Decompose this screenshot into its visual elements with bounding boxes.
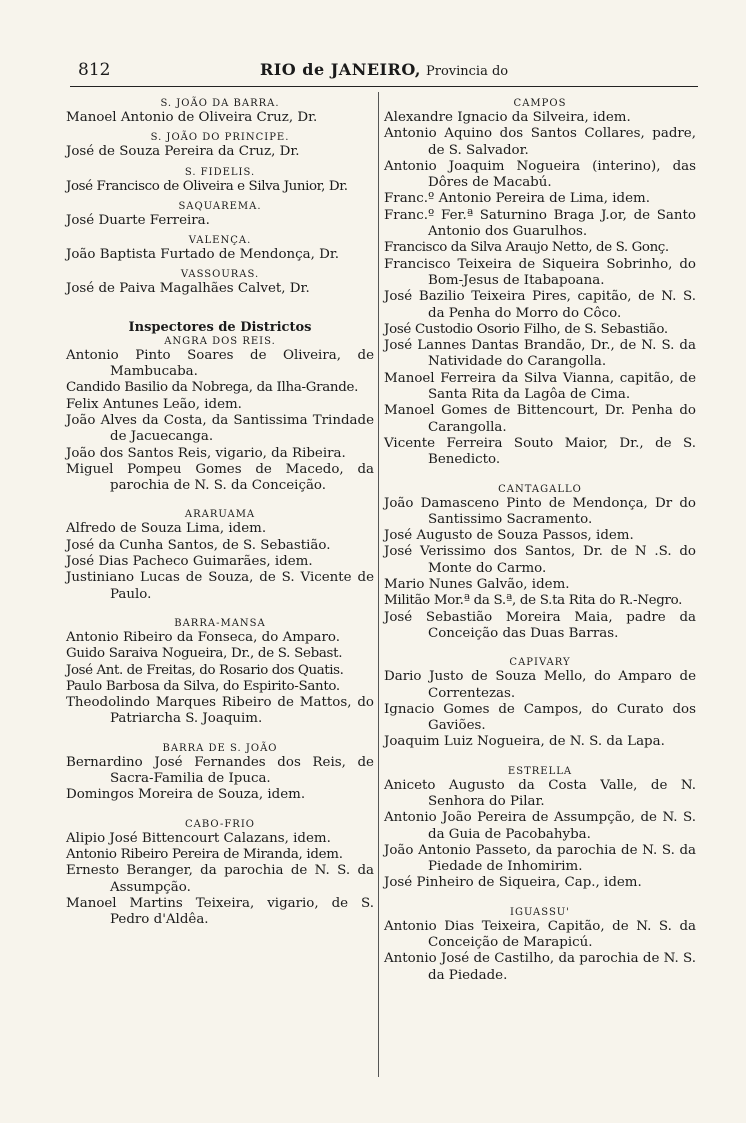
list-item: Felix Antunes Leão, idem. bbox=[66, 396, 242, 412]
list-item: José Sebastião Moreira Maia, padre da Conceição das Duas Barras. bbox=[384, 609, 696, 641]
list-item: Ernesto Beranger, da parochia de N. S. da Assumpção. bbox=[66, 863, 374, 895]
list-item: Candido Basilio da Nobrega, da Ilha-Grande. bbox=[66, 380, 359, 396]
list-item: Manoel Gomes de Bittencourt, Dr. Penha do Carangolla. bbox=[384, 403, 696, 435]
list-item: Antonio Aquino dos Santos Collares, padre, de S. Salvador. bbox=[384, 126, 696, 158]
district-heading: ANGRA DOS REIS. bbox=[164, 335, 276, 347]
list-item: Aniceto Augusto da Costa Valle, de N. Senhora do Pilar. bbox=[384, 777, 696, 809]
list-item: José Bazilio Teixeira Pires, capitão, de N. S. da Penha do Morro do Côco. bbox=[384, 289, 696, 321]
list-item: José de Paiva Magalhães Calvet, Dr. bbox=[66, 281, 310, 297]
list-item: Bernardino José Fernandes dos Reis, de Sacra-Familia de Ipuca. bbox=[66, 754, 374, 787]
list-item: Antonio Pinto Soares de Oliveira, de Mambucaba. bbox=[66, 347, 374, 380]
running-title-main: RIO de JANEIRO, bbox=[260, 60, 421, 79]
list-item: Franc.º Fer.ª Saturnino Braga J.or, de Santo Antonio dos Guarulhos. bbox=[384, 207, 696, 240]
header-rule bbox=[70, 86, 698, 87]
list-item: Antonio João Pereira de Assumpção, de N. S. da Guia de Pacobahyba. bbox=[384, 810, 696, 842]
list-item: Miguel Pompeu Gomes de Macedo, da parochia de N. S. da Conceição. bbox=[66, 461, 374, 494]
section-heading: SAQUAREMA. bbox=[178, 200, 262, 212]
list-item: Manoel Ferreira da Silva Vianna, capitão, de Santa Rita da Lagôa de Cima. bbox=[384, 370, 696, 403]
list-item: Alipio José Bittencourt Calazans, idem. bbox=[66, 830, 331, 846]
list-item: José Duarte Ferreira. bbox=[66, 212, 210, 228]
section-heading: S. FIDELIS. bbox=[184, 166, 256, 178]
district-heading: BARRA-MANSA bbox=[174, 617, 266, 629]
section-heading: S. JOÃO DO PRINCIPE. bbox=[150, 132, 290, 144]
list-item: Antonio Dias Teixeira, Capitão, de N. S. da Conceição de Marapicú. bbox=[384, 918, 696, 951]
list-item: Guido Saraiva Nogueira, Dr., de S. Sebast. bbox=[66, 646, 343, 662]
left-column bbox=[66, 97, 374, 928]
section-heading: VALENÇA. bbox=[188, 235, 252, 247]
running-title-sub: Provincia do bbox=[425, 64, 509, 79]
list-item: Antonio Joaquim Nogueira (interino), das Dôres de Macabú. bbox=[384, 158, 696, 191]
list-item: Manoel Martins Teixeira, vigario, de S. Pedro d'Aldêa. bbox=[66, 895, 374, 928]
section-heading: VASSOURAS. bbox=[180, 269, 260, 281]
district-heading: CAMPOS bbox=[513, 98, 567, 109]
list-item: José Verissimo dos Santos, Dr. de N .S. do Monte do Carmo. bbox=[384, 544, 696, 576]
district-heading: BARRA DE S. JOÃO bbox=[162, 742, 278, 754]
page-number: 812 bbox=[78, 60, 111, 80]
list-item: José Custodio Osorio Filho, de S. Sebastião. bbox=[384, 321, 668, 337]
list-item: José de Souza Pereira da Cruz, Dr. bbox=[66, 144, 300, 160]
list-item: José da Cunha Santos, de S. Sebastião. bbox=[66, 537, 331, 553]
list-item: José Pinheiro de Siqueira, Cap., idem. bbox=[384, 875, 642, 891]
list-item: João Antonio Passeto, da parochia de N. S. da Piedade de Inhomirim. bbox=[384, 842, 696, 875]
district-heading: CANTAGALLO bbox=[498, 483, 582, 495]
list-item: Alexandre Ignacio da Silveira, idem. bbox=[384, 110, 631, 125]
district-heading: ESTRELLA bbox=[507, 765, 573, 777]
list-item: Alfredo de Souza Lima, idem. bbox=[66, 521, 267, 537]
list-item: Francisco Teixeira de Siqueira Sobrinho, do Bom-Jesus de Itabapoana. bbox=[384, 256, 696, 288]
list-item: Antonio Ribeiro Pereira de Miranda, idem. bbox=[66, 846, 343, 862]
list-item: Antonio Ribeiro da Fonseca, do Amparo. bbox=[66, 629, 340, 645]
list-item: Manoel Antonio de Oliveira Cruz, Dr. bbox=[66, 110, 318, 125]
district-heading: IGUASSU' bbox=[510, 906, 570, 918]
list-item: Theodolindo Marques Ribeiro de Mattos, do Patriarcha S. Joaquim. bbox=[66, 695, 374, 727]
list-item: José Lannes Dantas Brandão, Dr., de N. S. da Natividade do Carangolla. bbox=[384, 338, 696, 370]
section-heading: S. JOÃO DA BARRA. bbox=[160, 98, 280, 109]
list-item: José Dias Pacheco Guimarães, idem. bbox=[66, 554, 313, 570]
list-item: João dos Santos Reis, vigario, da Ribeira. bbox=[66, 445, 346, 461]
list-item: José Augusto de Souza Passos, idem. bbox=[384, 528, 634, 544]
list-item: Paulo Barbosa da Silva, do Espirito-Santo. bbox=[66, 678, 340, 694]
list-item: José Francisco de Oliveira e Silva Junior, Dr. bbox=[66, 178, 348, 194]
list-item: João Baptista Furtado de Mendonça, Dr. bbox=[66, 247, 340, 263]
list-item: Militão Mor.ª da S.ª, de S.ta Rita do R.-Negro. bbox=[384, 593, 683, 609]
list-item: Domingos Moreira de Souza, idem. bbox=[66, 787, 306, 803]
list-item: Justiniano Lucas de Souza, de S. Vicente de Paulo. bbox=[66, 570, 374, 602]
list-item: João Damasceno Pinto de Mendonça, Dr do Santissimo Sacramento. bbox=[384, 495, 696, 527]
district-heading: CABO-FRIO bbox=[185, 818, 255, 830]
running-header bbox=[78, 60, 698, 82]
list-item: Joaquim Luiz Nogueira, de N. S. da Lapa. bbox=[384, 734, 665, 750]
column-divider bbox=[378, 92, 379, 1077]
running-title bbox=[260, 60, 508, 79]
list-item: Vicente Ferreira Souto Maior, Dr., de S. Benedicto. bbox=[384, 435, 696, 468]
list-item: Dario Justo de Souza Mello, do Amparo de Correntezas. bbox=[384, 669, 696, 701]
list-item: Antonio José de Castilho, da parochia de N. S. da Piedade. bbox=[384, 951, 696, 983]
district-heading: CAPIVARY bbox=[509, 657, 571, 669]
list-item: Franc.º Antonio Pereira de Lima, idem. bbox=[384, 191, 651, 207]
list-item: Francisco da Silva Araujo Netto, de S. Gonç. bbox=[384, 240, 669, 256]
list-item: Ignacio Gomes de Campos, do Curato dos Gaviões. bbox=[384, 701, 696, 734]
list-item: Mario Nunes Galvão, idem. bbox=[384, 577, 570, 593]
right-column bbox=[384, 97, 696, 984]
district-heading: ARARUAMA bbox=[184, 509, 256, 521]
inspectores-heading: Inspectores de Districtos bbox=[128, 319, 312, 335]
list-item: João Alves da Costa, da Santissima Trindade de Jacuecanga. bbox=[66, 412, 374, 445]
list-item: José Ant. de Freitas, do Rosario dos Quatis. bbox=[66, 662, 344, 678]
